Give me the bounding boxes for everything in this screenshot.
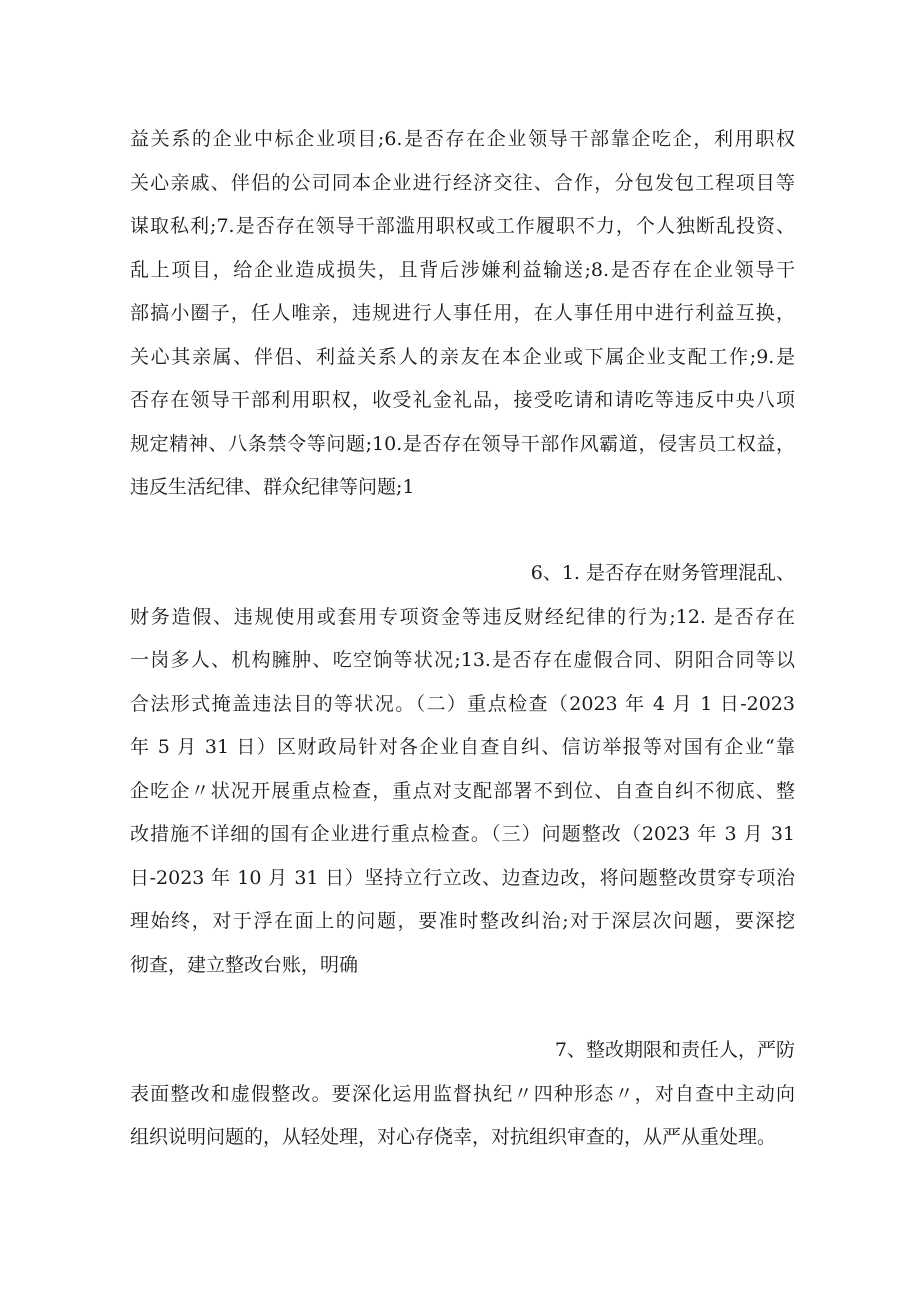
text-line: 组织说明问题的，从轻处理，对心存侥幸，对抗组织审查的，从严从重处理。 <box>130 1126 777 1148</box>
text-line: 关心其亲属、伴侣、利益关系人的亲友在本企业或下属企业支配工作;9.是 <box>130 345 795 368</box>
text-line: 日-2023 年 10 月 31 日）坚持立行立改、边查边改，将问题整改贯穿专项治 <box>130 866 795 889</box>
text-line: 表面整改和虚假整改。要深化运用监督执纪〃四种形态〃，对自查中主动向 <box>130 1082 795 1105</box>
text-line: 否存在领导干部利用职权，收受礼金礼品，接受吃请和请吃等违反中央八项 <box>130 389 795 411</box>
text-line: 一岗多人、机构臃肿、吃空饷等状况;13.是否存在虚假合同、阴阳合同等以 <box>130 649 795 671</box>
text-line: 乱上项目，给企业造成损失，且背后涉嫌利益输送;8.是否存在企业领导干 <box>130 258 795 281</box>
paragraph-3 <box>130 1029 795 1160</box>
text-line: 7、整改期限和责任人，严防 <box>554 1039 795 1061</box>
text-line: 部搞小圈子，任人唯亲，违规进行人事任用，在人事任用中进行利益互换， <box>130 302 795 324</box>
paragraph-2 <box>130 552 795 987</box>
text-line: 合法形式掩盖违法目的等状况。（二）重点检查（2023 年 4 月 1 日-2023 <box>130 692 795 715</box>
text-line: 理始终，对于浮在面上的问题，要准时整改纠治;对于深层次问题，要深挖 <box>130 910 795 932</box>
text-line: 彻查，建立整改台账，明确 <box>130 953 359 976</box>
text-line: 关心亲戚、伴侣的公司同本企业进行经济交往、合作，分包发包工程项目等 <box>130 171 795 194</box>
text-line: 谋取私利;7.是否存在领导干部滥用职权或工作履职不力，个人独断乱投资、 <box>130 215 795 237</box>
text-line: 6、1. 是否存在财务管理混乱、 <box>530 562 795 584</box>
text-line: 改措施不详细的国有企业进行重点检查。（三）问题整改（2023 年 3 月 31 <box>130 823 795 845</box>
text-line: 益关系的企业中标企业项目;6.是否存在企业领导干部靠企吃企，利用职权 <box>130 128 795 150</box>
text-line: 违反生活纪律、群众纪律等问题;1 <box>130 476 415 498</box>
text-line: 规定精神、八条禁令等问题;10.是否存在领导干部作风霸道，侵害员工权益， <box>130 432 795 455</box>
text-line: 年 5 月 31 日）区财政局针对各企业自查自纠、信访举报等对国有企业“靠 <box>130 736 795 758</box>
text-line: 财务造假、违规使用或套用专项资金等违反财经纪律的行为;12. 是否存在 <box>130 605 795 628</box>
paragraph-1 <box>130 118 795 510</box>
text-line: 企吃企〃状况开展重点检查，重点对支配部署不到位、自查自纠不彻底、整 <box>130 779 795 802</box>
